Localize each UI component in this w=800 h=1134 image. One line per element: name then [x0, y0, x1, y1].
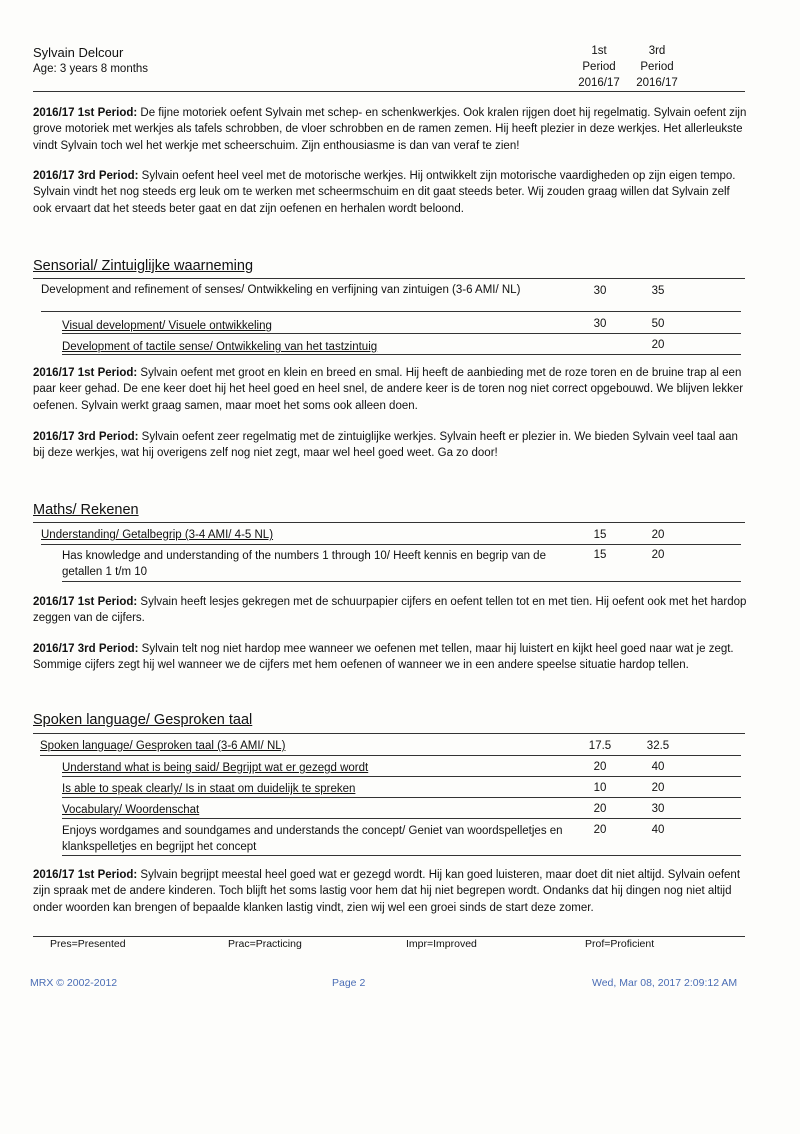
row-divider: [62, 333, 741, 334]
student-age: Age: 3 years 8 months: [33, 63, 149, 75]
legend-proficient: Prof=Proficient: [585, 938, 655, 950]
intro-comment-3rd: [33, 168, 748, 217]
score-1st: 15: [593, 549, 607, 561]
skill-row: Has knowledge and understanding of the numbers 1 through 10/ Heeft kennis en begrip van de getallen 1 t/m 10: [62, 550, 546, 578]
legend-divider: [33, 936, 745, 937]
skill-main-sensorial: Development and refinement of senses/ Ontwikkeling en verfijning van zintuigen (3-6 AMI/ NL): [41, 284, 521, 296]
section-title-language: Spoken language/ Gesproken taal: [33, 712, 253, 728]
score-1st: 20: [593, 761, 607, 773]
score-1st: 15: [593, 529, 607, 541]
comment-label: 2016/17 1st Period:: [33, 596, 138, 608]
skill-row: Vocabulary/ Woordenschat: [62, 804, 200, 816]
score-1st: 17.5: [588, 740, 612, 752]
section-divider: [33, 522, 745, 523]
comment-label: 2016/17 3rd Period:: [33, 170, 139, 182]
score-1st: 30: [593, 318, 607, 330]
score-3rd: 30: [651, 803, 665, 815]
intro-comment-1st: [33, 105, 748, 154]
row-divider: [62, 354, 741, 355]
comment-label: 2016/17 1st Period:: [33, 107, 138, 119]
section-divider: [33, 733, 745, 734]
comment-label: 2016/17 3rd Period:: [33, 643, 139, 655]
period-3-year: 2016/17: [636, 77, 678, 89]
footer-copyright: MRX © 2002-2012: [30, 977, 118, 989]
legend-improved: Impr=Improved: [406, 938, 477, 950]
score-3rd: 20: [651, 339, 665, 351]
row-divider: [62, 818, 741, 819]
score-3rd: 20: [651, 529, 665, 541]
maths-comment-1st: [33, 594, 748, 627]
score-3rd: 35: [651, 285, 665, 297]
row-divider: [62, 581, 741, 582]
score-1st: 20: [593, 824, 607, 836]
student-name: Sylvain Delcour: [33, 45, 124, 60]
score-3rd: 40: [651, 761, 665, 773]
comment-text: De fijne motoriek oefent Sylvain met schep- en schenkwerkjes. Ook kralen rijgen doet hij regelmatig. Sylvain oefent zijn grove motoriek met werkjes als tafels schrobben, de vloer schrobben en de ramen zemen. Hij heeft plezier in deze werkjes. Het allerleukste vindt Sylvain toch wel het werkje met scheerschuim. Zijn enthousiasme is dan van veraf te zien!: [33, 107, 747, 152]
comment-text: Sylvain begrijpt meestal heel goed wat er gezegd wordt. Hij kan goed luisteren, maar doet dit niet altijd. Sylvain oefent zijn spraak met de andere kinderen. Toch blijft het soms lastig voor hem dat hij niet begrepen wordt. Ondanks dat hij dingen nog niet altijd onder woorden kan brengen of bepaalde klanken lastig vindt, zien wij wel een groei sinds de start deze zomer.: [33, 869, 741, 914]
sensorial-comment-1st: [33, 365, 748, 414]
footer-timestamp: Wed, Mar 08, 2017 2:09:12 AM: [592, 977, 738, 989]
skill-row: Understand what is being said/ Begrijpt wat er gezegd wordt: [62, 762, 369, 774]
period-3-ordinal: 3rd: [648, 45, 666, 57]
score-3rd: 40: [651, 824, 665, 836]
score-3rd: 50: [651, 318, 665, 330]
period-1-word: Period: [582, 61, 616, 73]
period-3-word: Period: [640, 61, 674, 73]
row-divider: [62, 855, 741, 856]
section-title-maths: Maths/ Rekenen: [33, 502, 139, 518]
comment-text: Sylvain heeft lesjes gekregen met de schuurpapier cijfers en oefent tellen tot en met tien. Hij oefent ook met het hardop zeggen van de cijfers.: [33, 596, 747, 625]
period-1-ordinal: 1st: [591, 45, 607, 57]
comment-text: Sylvain oefent met groot en klein en breed en smal. Hij heeft de aanbieding met de roze toren en de bruine trap al een paar keer gehad. De ene keer doet hij het heel goed en heel snel, de andere keer is de toren nog niet correct opgebouwd. We blijven lekker oefenen. Sylvain werkt graag samen, maar moet het soms ook alleen doen.: [33, 367, 744, 412]
skill-row: Development of tactile sense/ Ontwikkeling van het tastzintuig: [62, 341, 378, 353]
skill-row: Is able to speak clearly/ Is in staat om duidelijk te spreken: [62, 783, 356, 795]
header-divider: [33, 91, 745, 92]
comment-label: 2016/17 1st Period:: [33, 869, 138, 881]
score-1st: 10: [593, 782, 607, 794]
row-divider: [41, 544, 741, 545]
score-3rd: 20: [651, 549, 665, 561]
score-3rd: 32.5: [646, 740, 670, 752]
section-divider: [33, 278, 745, 279]
footer-page-number: Page 2: [332, 977, 366, 989]
period-header-3: [625, 43, 689, 91]
language-comment-1st: [33, 867, 748, 916]
comment-text: Sylvain oefent zeer regelmatig met de zintuiglijke werkjes. Sylvain heeft er plezier in. We bieden Sylvain veel taal aan bij deze werkjes, wat hij overigens zelf nog niet zegt, maar wel heel goed weet. Ga zo door!: [33, 431, 738, 460]
legend-presented: Pres=Presented: [50, 938, 126, 950]
legend-practicing: Prac=Practicing: [228, 938, 302, 950]
skill-main-language: Spoken language/ Gesproken taal (3-6 AMI/ NL): [40, 740, 286, 752]
section-title-sensorial: Sensorial/ Zintuiglijke waarneming: [33, 258, 254, 274]
score-3rd: 20: [651, 782, 665, 794]
score-1st: 20: [593, 803, 607, 815]
comment-text: Sylvain telt nog niet hardop mee wanneer we oefenen met tellen, maar hij luistert en kijkt heel goed naar wat je zegt. Sommige cijfers zegt hij wel wanneer we de cijfers met hem oefenen of wanneer we in een andere speelse situatie hardop tellen.: [33, 643, 734, 672]
skill-main-maths: Understanding/ Getalbegrip (3-4 AMI/ 4-5 NL): [41, 529, 274, 541]
score-1st: 30: [593, 285, 607, 297]
row-divider: [62, 797, 741, 798]
comment-label: 2016/17 1st Period:: [33, 367, 138, 379]
maths-comment-3rd: [33, 641, 748, 674]
skill-row: Enjoys wordgames and soundgames and understands the concept/ Geniet van woordspelletjes en klankspelletjes en begrijpt het concept: [62, 825, 563, 853]
skill-row: Visual development/ Visuele ontwikkeling: [62, 320, 272, 332]
sensorial-comment-3rd: [33, 429, 748, 462]
period-header-1: [567, 43, 631, 91]
period-1-year: 2016/17: [578, 77, 620, 89]
comment-label: 2016/17 3rd Period:: [33, 431, 139, 443]
row-divider: [62, 776, 741, 777]
row-divider: [40, 755, 741, 756]
comment-text: Sylvain oefent heel veel met de motorische werkjes. Hij ontwikkelt zijn motorische vaardigheden op zijn eigen tempo. Sylvain vindt het nog steeds erg leuk om te werken met scheermschuim en dit gaat steeds beter. Wij zouden graag willen dat Sylvain zelf ook ervaart dat het steeds beter gaat en dat zijn oefenen en herhalen wordt beloond.: [33, 170, 736, 215]
row-divider: [41, 311, 741, 312]
